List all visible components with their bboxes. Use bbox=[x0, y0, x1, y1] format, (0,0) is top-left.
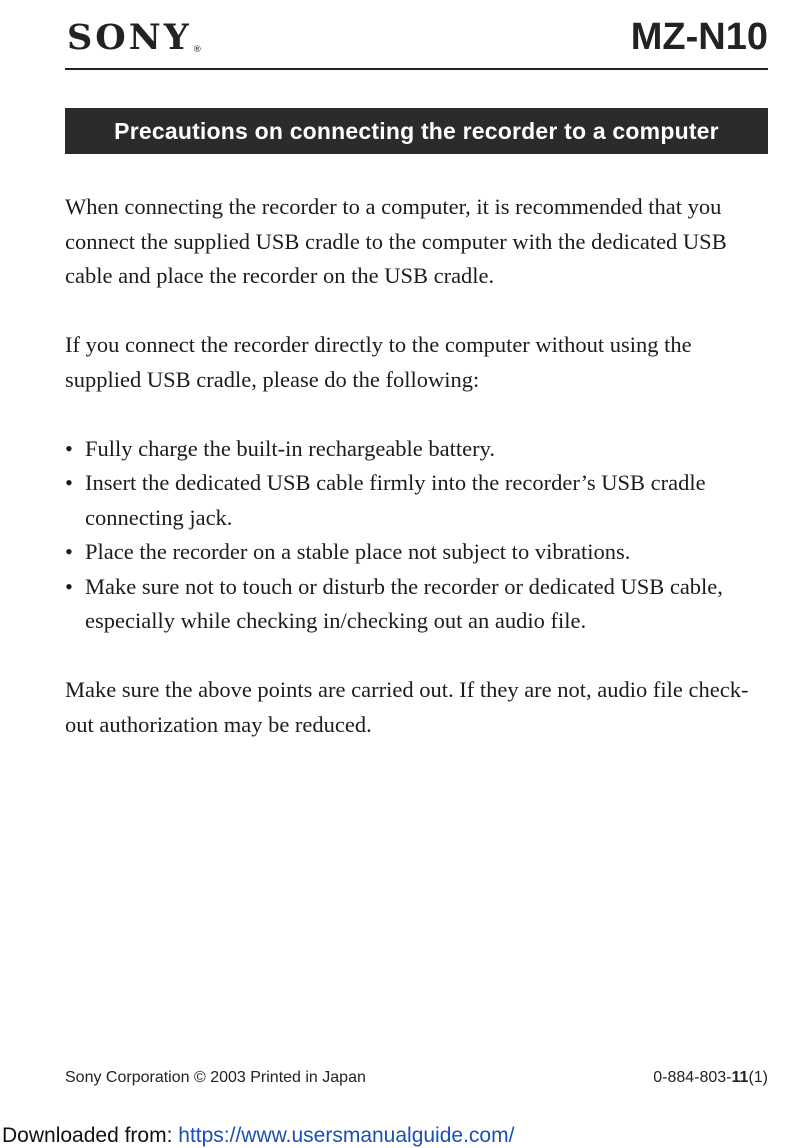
registered-mark: ® bbox=[192, 45, 202, 55]
precaution-list bbox=[65, 432, 768, 639]
sony-logo bbox=[67, 17, 202, 58]
list-item bbox=[65, 466, 768, 535]
bullet-icon: • bbox=[65, 539, 73, 564]
download-source bbox=[2, 1124, 514, 1148]
list-item-text: Insert the dedicated USB cable firmly into the recorder’s USB cradle connecting jack. bbox=[85, 470, 706, 530]
brand-name: SONY bbox=[67, 17, 192, 58]
download-label: Downloaded from: bbox=[2, 1124, 179, 1147]
list-item-text: Place the recorder on a stable place not subject to vibrations. bbox=[85, 539, 631, 564]
bullet-icon: • bbox=[65, 470, 73, 495]
section-title: Precautions on connecting the recorder to a computer bbox=[65, 108, 768, 154]
bullet-icon: • bbox=[65, 573, 73, 599]
main-content bbox=[65, 190, 768, 777]
closing-paragraph: Make sure the above points are carried out. If they are not, audio file check-out authorization may be reduced. bbox=[65, 677, 749, 737]
list-item bbox=[65, 432, 768, 467]
list-item-text: Fully charge the built-in rechargeable battery. bbox=[85, 435, 496, 461]
list-item-text: Make sure not to touch or disturb the recorder or dedicated USB cable, especially while checking in/checking out an audio file. bbox=[85, 573, 723, 633]
copyright-text: Sony Corporation © 2003 Printed in Japan bbox=[65, 1069, 366, 1086]
page-header bbox=[65, 14, 768, 70]
document-code-prefix: 0-884-803- bbox=[653, 1069, 732, 1086]
bullet-icon: • bbox=[65, 435, 73, 461]
document-code-suffix: (1) bbox=[748, 1069, 768, 1086]
document-code-bold: 11 bbox=[731, 1069, 749, 1086]
document-code bbox=[653, 1068, 768, 1088]
list-item bbox=[65, 535, 768, 570]
download-link[interactable]: https://www.usersmanualguide.com/ bbox=[178, 1124, 515, 1147]
list-item bbox=[65, 570, 768, 639]
direct-connection-paragraph: If you connect the recorder directly to the computer without using the supplied USB cradle, please do the following: bbox=[65, 332, 692, 392]
intro-paragraph: When connecting the recorder to a computer, it is recommended that you connect the supplied USB cradle to the computer with the dedicated USB cable and place the recorder on the USB cradle. bbox=[65, 194, 727, 288]
model-number: MZ-N10 bbox=[630, 16, 768, 58]
